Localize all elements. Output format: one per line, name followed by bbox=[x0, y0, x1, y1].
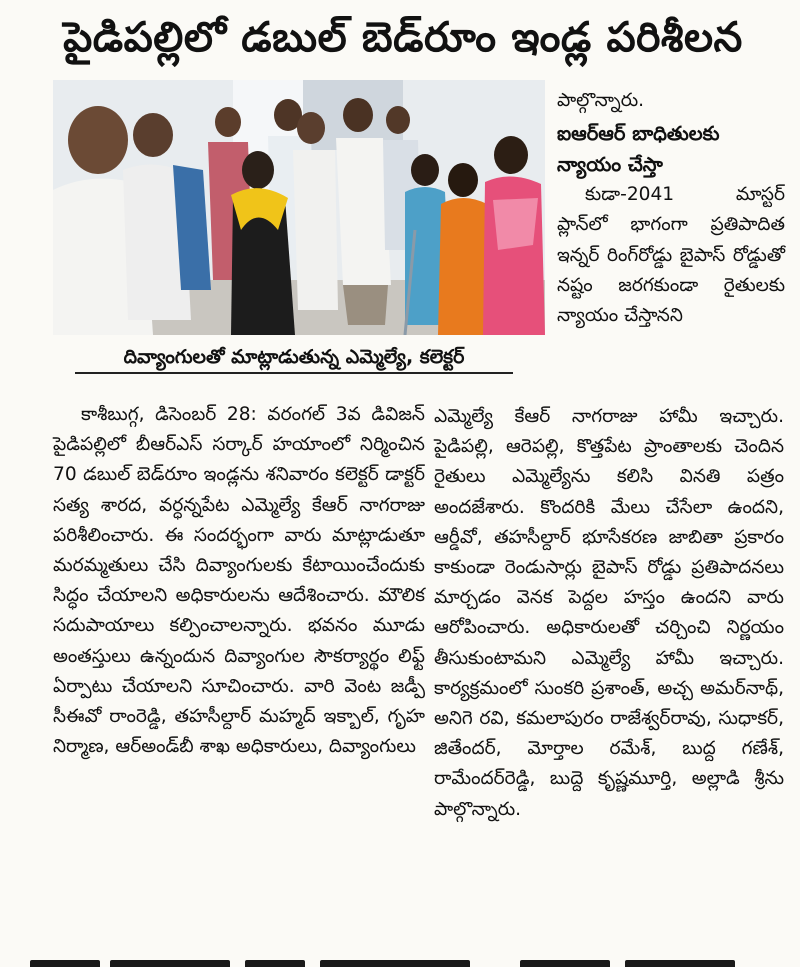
right-column-bottom bbox=[434, 402, 784, 825]
left-column bbox=[53, 400, 425, 762]
sub-heading: ఐఆర్ఆర్ బాధితులకు న్యాయం చేస్తా bbox=[557, 122, 720, 177]
news-photo-illustration bbox=[53, 80, 545, 335]
clipped-previous-headline bbox=[0, 0, 800, 5]
article-headline: పైడిపల్లిలో డబుల్ బెడ్‌రూం ఇండ్ల పరిశీలన bbox=[63, 13, 743, 61]
clipped-next-headline bbox=[0, 956, 800, 967]
continuation-text: పాల్గొన్నారు. bbox=[557, 90, 645, 111]
right-paragraph-continued: ఎమ్మెల్యే కేఆర్ నాగరాజు హామీ ఇచ్చారు. పైడిపల్లి, ఆరెపల్లి, కొత్తపేట ప్రాంతాలకు చెందిన రైతులు ఎమ్మెల్యేను కలిసి వినతి పత్రం అందజేశారు. కొందరికి మేలు చేసేలా ఉందని, ఆర్డీవో, తహసీల్దార్ భూసేకరణ జాబితా ప్రకారం కాకుండా రెండుసార్లు బైపాస్ రోడ్డు ప్రతిపాదనలు మార్చడం వెనక పెద్దల హస్తం ఉందని వారు ఆరోపించారు. అధికారులతో చర్చించి నిర్ణయం తీసుకుంటామని ఎమ్మెల్యే హామీ ఇచ్చారు. కార్యక్రమంలో సుంకరి ప్రశాంత్, అచ్చ అమర్‌నాథ్, అనిగె రవి, కమలాపురం రాజేశ్వర్‌రావు, సుధాకర్, జితేందర్, మోర్తాల రమేశ్, బుద్ద గణేశ్, రామేందర్‌రెడ్డి, బుద్దె కృష్ణమూర్తి, అల్లాడి శ్రీను పాల్గొన్నారు. bbox=[434, 406, 784, 820]
right-column-top bbox=[557, 86, 785, 331]
photo-caption: దివ్యాంగులతో మాట్లాడుతున్న ఎమ్మెల్యే, కలెక్టర్ bbox=[75, 342, 513, 374]
left-paragraph: కాశీబుగ్గ, డిసెంబర్ 28: వరంగల్ 3వ డివిజన్ పైడిపల్లిలో బీఆర్ఎస్ సర్కార్ హయాంలో నిర్మించిన 70 డబుల్ బెడ్‌రూం ఇండ్లను శనివారం కలెక్టర్ డాక్టర్ సత్య శారద, వర్ధన్నపేట ఎమ్మెల్యే కేఆర్ నాగరాజు పరిశీలించారు. ఈ సందర్భంగా వారు మాట్లాడుతూ మరమ్మతులు చేసి దివ్యాంగులకు కేటాయించేందుకు సిద్ధం చేయాలని అధికారులను ఆదేశించారు. మౌలిక సదుపాయాలు కల్పించాలన్నారు. భవనం మూడు అంతస్తులు ఉన్నందున దివ్యాంగుల సౌకర్యార్థం లిఫ్ట్ ఏర్పాటు చేయాలని సూచించారు. వారి వెంట జడ్పీ సీఈవో రాంరెడ్డి, తహసీల్దార్ మహ్మద్ ఇక్బాల్, గృహ నిర్మాణ, ఆర్అండ్‌బీ శాఖ అధికారులు, దివ్యాంగులు bbox=[53, 404, 425, 758]
news-photo bbox=[53, 80, 545, 335]
right-paragraph-start: కుడా-2041 మాస్టర్ ప్లాన్‌లో భాగంగా ప్రతిపాదిత ఇన్నర్ రింగ్‌రోడ్డు బైపాస్ రోడ్డుతో నష్టం జరగకుండా రైతులకు న్యాయం చేస్తానని bbox=[557, 184, 785, 327]
